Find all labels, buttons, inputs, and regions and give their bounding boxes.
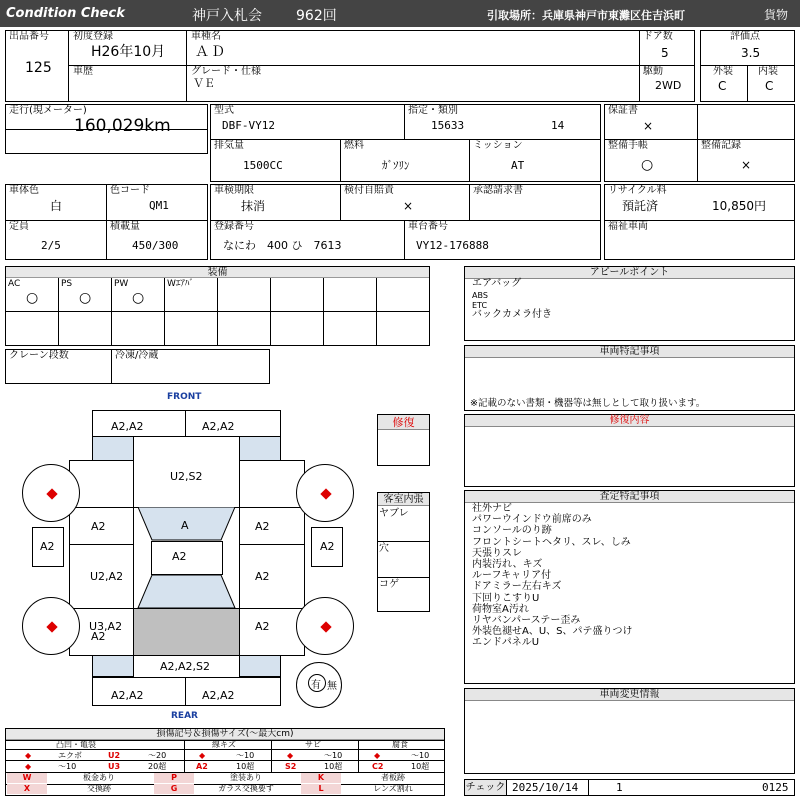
load-value: 450/300 <box>132 239 179 252</box>
right-door-front-damage: A2 <box>255 570 270 583</box>
fuel-label: 燃料 <box>344 140 364 151</box>
warranty-value: × <box>643 119 654 133</box>
reg-no-label: 登録番号 <box>214 221 254 232</box>
score-label: 評価点 <box>730 31 760 42</box>
legend-code-value: 交換跡 <box>87 784 111 793</box>
warranty-label: 保証書 <box>608 105 638 116</box>
drive-label: 駆動 <box>643 66 663 77</box>
rear-left-tire <box>22 597 80 655</box>
legend-code-value: 者板跡 <box>381 773 405 782</box>
tire-mark <box>320 621 331 632</box>
legend-dent-size-a: ～20 <box>148 751 167 760</box>
right-tail-lamp <box>239 655 281 677</box>
left-door-front-damage: U2,A2 <box>90 570 124 583</box>
legend-rust-size-b: 10超 <box>324 762 343 771</box>
inspection-note-line: 社外ナビ <box>472 503 512 514</box>
warranty-extra-box <box>697 104 795 140</box>
auction-session: 962回 <box>296 8 337 24</box>
record-label: 整備記録 <box>701 140 741 151</box>
inspection-notes-title: 査定特記事項 <box>465 491 794 503</box>
mileage-value: 160,029km <box>74 116 171 136</box>
appeal-line-2: ABS <box>472 291 488 300</box>
legend-rust-sym-1: ◆ <box>287 751 294 760</box>
legend-code-value: ガラス交換要す <box>218 784 274 793</box>
approval-label: 承認請求書 <box>473 185 523 196</box>
right-headlamp <box>239 436 281 461</box>
repair-detail-title: 修復内容 <box>465 415 794 427</box>
cargo-area <box>133 608 240 656</box>
inspection-note-line: 外装色褪せA、U、S、パテ盛りつけ <box>472 626 633 638</box>
legend-code-key: G <box>154 784 194 794</box>
left-headlamp <box>92 436 134 461</box>
legend-code-value: レンズ割れ <box>373 784 413 793</box>
chassis-value: VY12-176888 <box>416 239 489 252</box>
displacement-label: 排気量 <box>214 140 244 151</box>
score-value: 3.5 <box>741 46 761 60</box>
color-code-label: 色コード <box>110 185 150 196</box>
body-color-value: 白 <box>50 199 63 213</box>
legend-scratch-sym-1: ◆ <box>199 751 206 760</box>
exterior-label: 外装 <box>713 66 733 77</box>
cabin-item-hole: 穴 <box>379 543 389 554</box>
exterior-value: C <box>718 79 727 93</box>
right-mirror-damage: A2 <box>320 540 335 553</box>
legend-dent-sym-1: ◆ <box>25 751 32 760</box>
insurance-value: × <box>403 199 414 213</box>
inspection-note-line: 天張りスレ <box>472 547 522 559</box>
inspection-label: 車検期限 <box>214 185 254 196</box>
equip-ps-value: ○ <box>79 290 92 306</box>
insurance-label: 検付自賠責 <box>344 185 394 196</box>
model-value: DBF-VY12 <box>222 119 275 132</box>
history-label: 車歴 <box>73 66 93 77</box>
left-tail-lamp <box>92 655 134 677</box>
legend-code-key: K <box>301 773 341 783</box>
appeal-line-1: エアバッグ <box>472 278 522 289</box>
freezer-label: 冷凍/冷蔵 <box>115 350 159 361</box>
legend-corrosion-sym-1: ◆ <box>374 751 381 760</box>
inspection-notes-list <box>472 503 790 649</box>
maintenance-value: ○ <box>641 157 654 173</box>
equip-ac-label: AC <box>8 279 21 289</box>
check-label: チェック <box>465 782 506 793</box>
front-bumper-right-damage: A2,A2 <box>202 420 235 433</box>
mission-value: AT <box>511 159 525 172</box>
lot-label: 出品番号 <box>9 31 49 42</box>
legend-corrosion-size-a: ～10 <box>411 751 430 760</box>
interior-label: 内装 <box>758 66 778 77</box>
inspection-value: 抹消 <box>241 199 266 213</box>
rear-right-tire <box>296 597 354 655</box>
legend-corrosion-size-b: 10超 <box>411 762 430 771</box>
interior-value: C <box>765 79 774 93</box>
legend-dent-sym-2: ◆ <box>25 762 32 771</box>
legend-code-value: 塗装あり <box>230 773 262 782</box>
equip-wair-label: Wｴｱﾊﾞ <box>167 279 194 289</box>
first-reg-value: H26年10月 <box>91 44 166 60</box>
name-box <box>186 30 640 66</box>
legend-code-key: X <box>7 784 47 794</box>
inspection-note-line: 荷物室A汚れ <box>472 603 529 615</box>
right-fender-damage: A2 <box>255 520 270 533</box>
left-door-rear-damage-2: A2 <box>91 630 106 643</box>
legend-code-key: P <box>154 773 194 783</box>
chassis-label: 車台番号 <box>408 221 448 232</box>
inspection-note-line: フロントシートヘタリ、スレ、しみ <box>472 536 631 548</box>
left-door-rear-damage: U3,A2 <box>89 620 123 633</box>
grade-label: グレード・仕様 <box>191 66 261 77</box>
first-reg-label: 初度登録 <box>73 31 113 42</box>
special-note: ※記載のない書類・機器等は無しとして取り扱います。 <box>470 398 706 409</box>
right-front-door <box>239 507 305 545</box>
inspection-note-line: エンドパネルU <box>472 637 540 649</box>
capacity-label: 定員 <box>9 221 29 232</box>
drive-value: 2WD <box>655 79 682 92</box>
lot-number: 125 <box>25 60 52 76</box>
header-bar <box>0 0 800 27</box>
legend-code-key: W <box>7 773 47 783</box>
left-fender-damage: A2 <box>91 520 106 533</box>
left-mirror-damage: A2 <box>40 540 55 553</box>
appeal-title: アピールポイント <box>465 267 794 279</box>
legend-codes <box>5 773 445 796</box>
changes-panel <box>464 688 795 774</box>
legend-group-dent: 凸凹・亀裂 <box>56 740 96 749</box>
doors-label: ドア数 <box>643 31 673 42</box>
legend-dent-code-b: U3 <box>108 762 121 771</box>
equip-pw-label: PW <box>114 279 129 289</box>
inspection-note-line: 下回りこすりU <box>472 592 540 604</box>
front-left-tire <box>22 464 80 522</box>
inspection-note-line: 内装汚れ、キズ <box>472 559 543 571</box>
model-label: 型式 <box>214 105 234 116</box>
front-bumper-left-damage: A2,A2 <box>111 420 144 433</box>
check-count: 1 <box>616 781 623 794</box>
mileage-label: 走行(現メーター) <box>9 105 87 116</box>
cabin-item-burn: コゲ <box>379 579 399 590</box>
check-date: 2025/10/14 <box>512 781 579 794</box>
legend-dent-code-a: U2 <box>108 751 121 760</box>
inspection-note-line: パワーウインドウ前席のみ <box>472 514 592 526</box>
color-code-value: QM1 <box>149 199 169 212</box>
legend-group-corrosion: 腐食 <box>392 740 408 749</box>
crane-label: クレーン段数 <box>9 350 69 361</box>
changes-title: 車両変更情報 <box>465 689 794 701</box>
reg-no-value: なにわ 400 ひ 7613 <box>223 239 342 252</box>
spare-present: 有 <box>311 680 321 691</box>
rear-gate-damage: A2,A2,S2 <box>160 660 211 673</box>
legend-scratch-size-b: 10超 <box>236 762 255 771</box>
legend-dent-range: ～10 <box>58 762 77 771</box>
legend-scratch-code-b: A2 <box>196 762 208 771</box>
doors-value: 5 <box>661 46 669 60</box>
mission-label: ミッション <box>473 140 523 151</box>
cabin-item-tear: ヤブレ <box>379 508 409 519</box>
recycle-label: リサイクル料 <box>608 185 667 196</box>
legend-title: 損傷記号＆損傷サイズ(～最大cm) <box>6 729 444 740</box>
recycle-fee: 10,850円 <box>712 199 766 213</box>
tire-mark <box>46 488 57 499</box>
body-color-label: 車体色 <box>9 185 39 196</box>
roof <box>151 541 223 575</box>
grade-value: ＶＥ <box>193 77 215 90</box>
appeal-line-4: バックカメラ付き <box>472 309 552 320</box>
legend-code-key: L <box>301 784 341 794</box>
rear-glass <box>133 575 240 609</box>
displacement-value: 1500CC <box>243 159 283 172</box>
legend-dent-sub: エクボ <box>58 751 82 760</box>
record-value: × <box>741 158 752 172</box>
equip-pw-value: ○ <box>132 290 145 306</box>
legend-scratch-size-a: ～10 <box>236 751 255 760</box>
category: 貨物 <box>764 8 789 22</box>
pickup-location: 引取場所：兵庫県神戸市東灘区住吉浜町 <box>487 9 685 22</box>
front-right-tire <box>296 464 354 522</box>
windshield-damage: A <box>181 519 189 532</box>
legend-group-rust: サビ <box>305 740 321 749</box>
rear-label: REAR <box>171 711 198 721</box>
right-rear-door <box>239 544 305 609</box>
hood-damage: U2,S2 <box>170 470 203 483</box>
inspection-note-line: ドアミラー左右キズ <box>472 581 562 593</box>
legend-rust-code-b: S2 <box>285 762 297 771</box>
recycle-status: 預託済 <box>622 199 659 213</box>
brand-title: Condition Check <box>6 6 125 21</box>
legend-rust-size-a: ～10 <box>324 751 343 760</box>
car-name: ＡＤ <box>195 44 227 60</box>
capacity-value: 2/5 <box>41 239 61 252</box>
inspection-note-line: ルーフキャリア付 <box>472 570 552 582</box>
equip-ps-label: PS <box>61 279 73 289</box>
load-label: 積載量 <box>110 221 140 232</box>
right-front-fender <box>239 460 305 508</box>
legend-dent-size-b: 20超 <box>148 762 167 771</box>
repair-detail-panel <box>464 414 795 487</box>
special-title: 車両特記事項 <box>465 346 794 358</box>
fuel-value: ｶﾞｿﾘﾝ <box>382 159 410 172</box>
right-door-rear-damage: A2 <box>255 620 270 633</box>
cabin-title: 客室内張 <box>378 493 429 506</box>
roof-damage: A2 <box>172 550 187 563</box>
name-label: 車種名 <box>191 31 221 42</box>
classification-value: 14 <box>551 119 565 132</box>
auction-name: 神戸入札会 <box>192 8 262 24</box>
welfare-label: 福祉車両 <box>608 221 648 232</box>
equipment-title: 装備 <box>6 267 429 278</box>
front-label: FRONT <box>167 392 202 402</box>
maintenance-label: 整備手帳 <box>608 140 648 151</box>
legend-group-scratch: 線キズ <box>212 740 236 749</box>
spare-none: 無 <box>327 681 337 692</box>
right-quarter-panel <box>239 608 305 656</box>
legend-corrosion-code-b: C2 <box>372 762 384 771</box>
designation-value: 15633 <box>431 119 465 132</box>
tire-mark <box>320 488 331 499</box>
tire-mark <box>46 621 57 632</box>
inspection-note-line: リヤバンパーステー歪み <box>472 615 581 627</box>
repair-title: 修復 <box>378 415 429 430</box>
appeal-line-3: ETC <box>472 301 488 310</box>
inspection-note-line: コンソールのり跡 <box>472 525 552 537</box>
check-code: 0125 <box>762 781 789 794</box>
designation-label: 指定・類別 <box>408 105 458 116</box>
equip-ac-value: ○ <box>26 290 39 306</box>
rear-bumper-left-damage: A2,A2 <box>111 689 144 702</box>
legend-code-value: 板金あり <box>83 773 115 782</box>
rear-bumper-right-damage: A2,A2 <box>202 689 235 702</box>
